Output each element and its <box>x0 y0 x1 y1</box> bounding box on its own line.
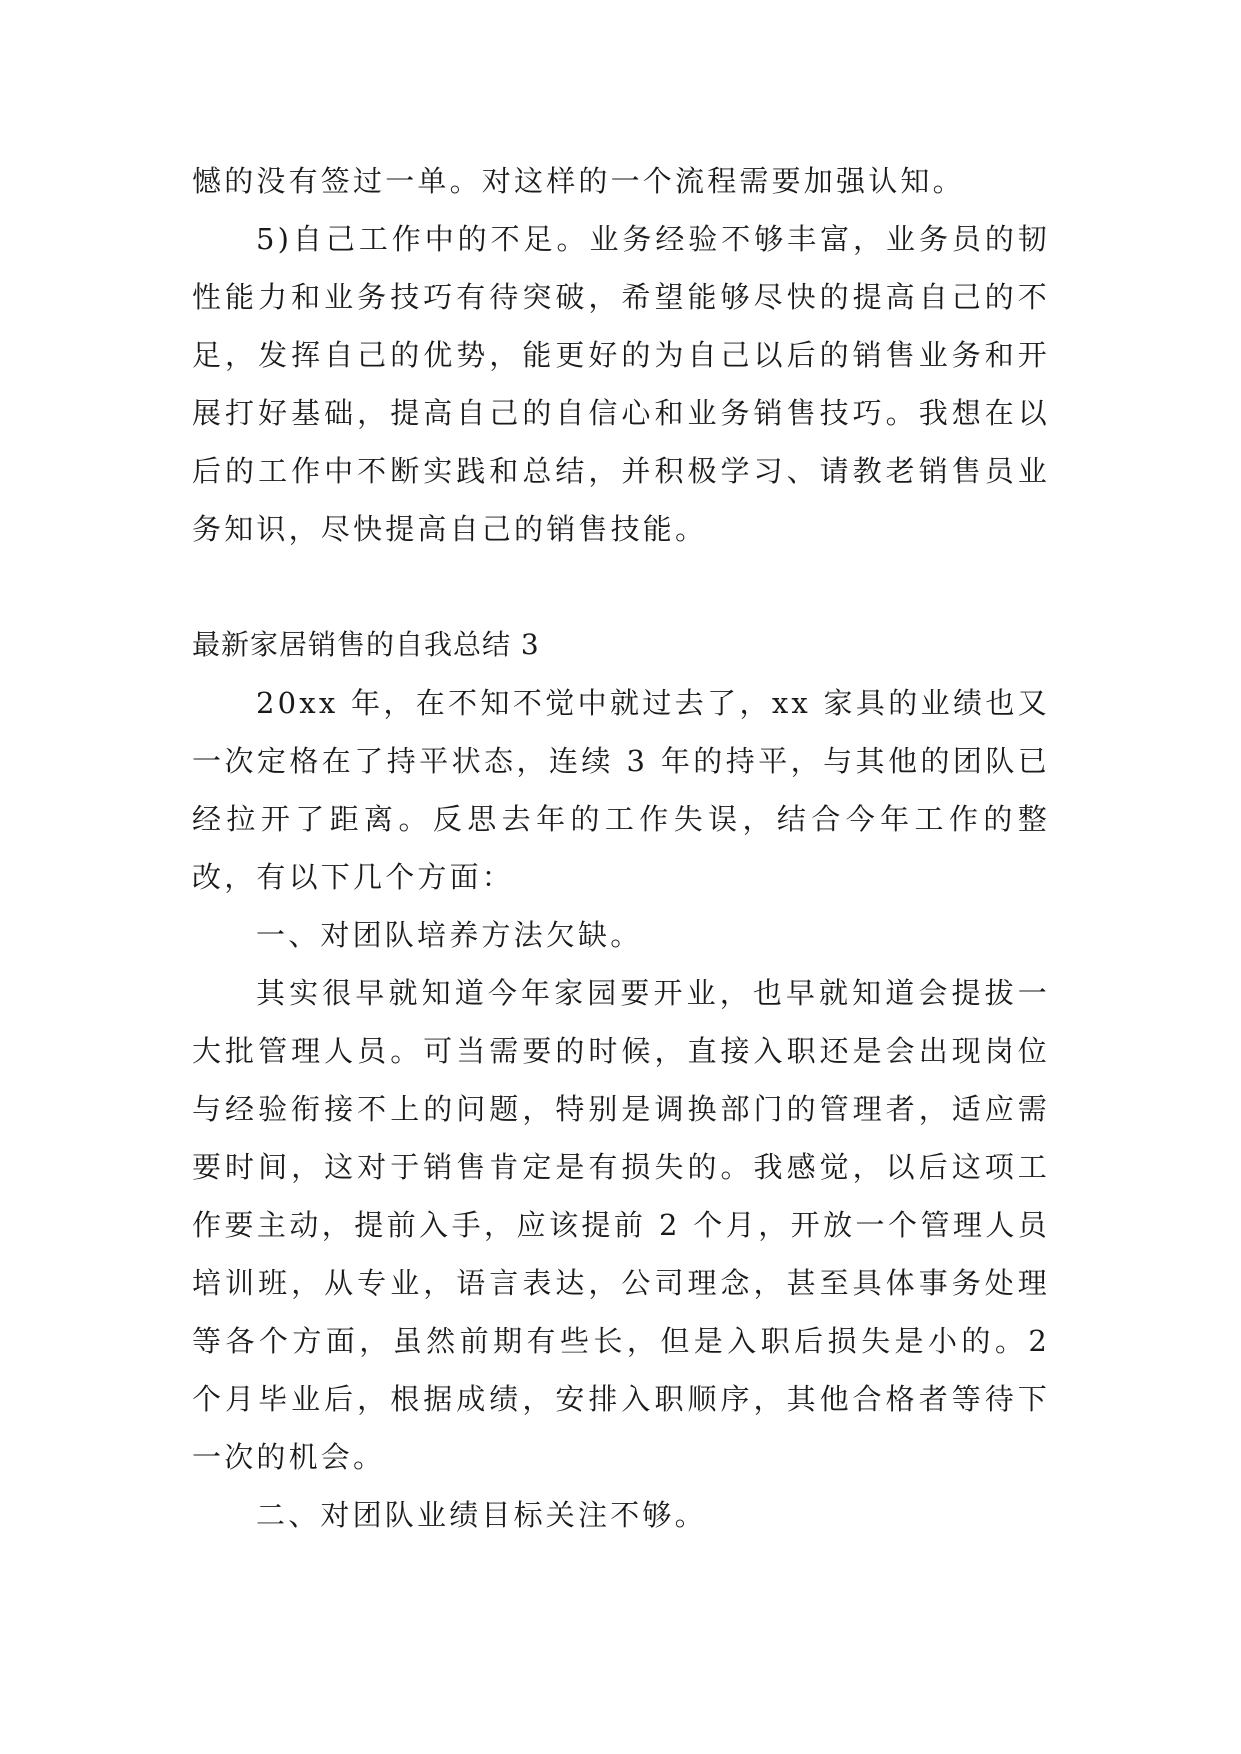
paragraph-intro: 20xx 年，在不知不觉中就过去了，xx 家具的业绩也又一次定格在了持平状态，连续 3 年的持平，与其他的团队已经拉开了距离。反思去年的工作失误，结合今年工作的整改，有以下几个方面： <box>192 686 1050 894</box>
paragraph-point-one: 一、对团队培养方法欠缺。 <box>256 918 643 952</box>
section-title: 最新家居销售的自我总结 3 <box>192 628 540 661</box>
paragraph-shortcomings: 5)自己工作中的不足。业务经验不够丰富，业务员的韧性能力和业务技巧有待突破，希望能够尽快的提高自己的不足，发挥自己的优势，能更好的为自己以后的销售业务和开展打好基础，提高自己的自信心和业务销售技巧。我想在以后的工作中不断实践和总结，并积极学习、请教老销售员业务知识，尽快提高自己的销售技能。 <box>192 222 1050 546</box>
paragraph-point-one-detail: 其实很早就知道今年家园要开业，也早就知道会提拔一大批管理人员。可当需要的时候，直接入职还是会出现岗位与经验衔接不上的问题，特别是调换部门的管理者，适应需要时间，这对于销售肯定是有损失的。我感觉，以后这项工作要主动，提前入手，应该提前 2 个月，开放一个管理人员培训班，从专业，语言表达，公司理念，甚至具体事务处理等各个方面，虽然前期有些长，但是入职后损失是小的。2个月毕业后，根据成绩，安排入职顺序，其他合格者等待下一次的机会。 <box>192 976 1050 1474</box>
paragraph-point-two: 二、对团队业绩目标关注不够。 <box>256 1498 707 1532</box>
paragraph-continuation: 憾的没有签过一单。对这样的一个流程需要加强认知。 <box>192 164 965 198</box>
document-page <box>192 152 1050 1544</box>
